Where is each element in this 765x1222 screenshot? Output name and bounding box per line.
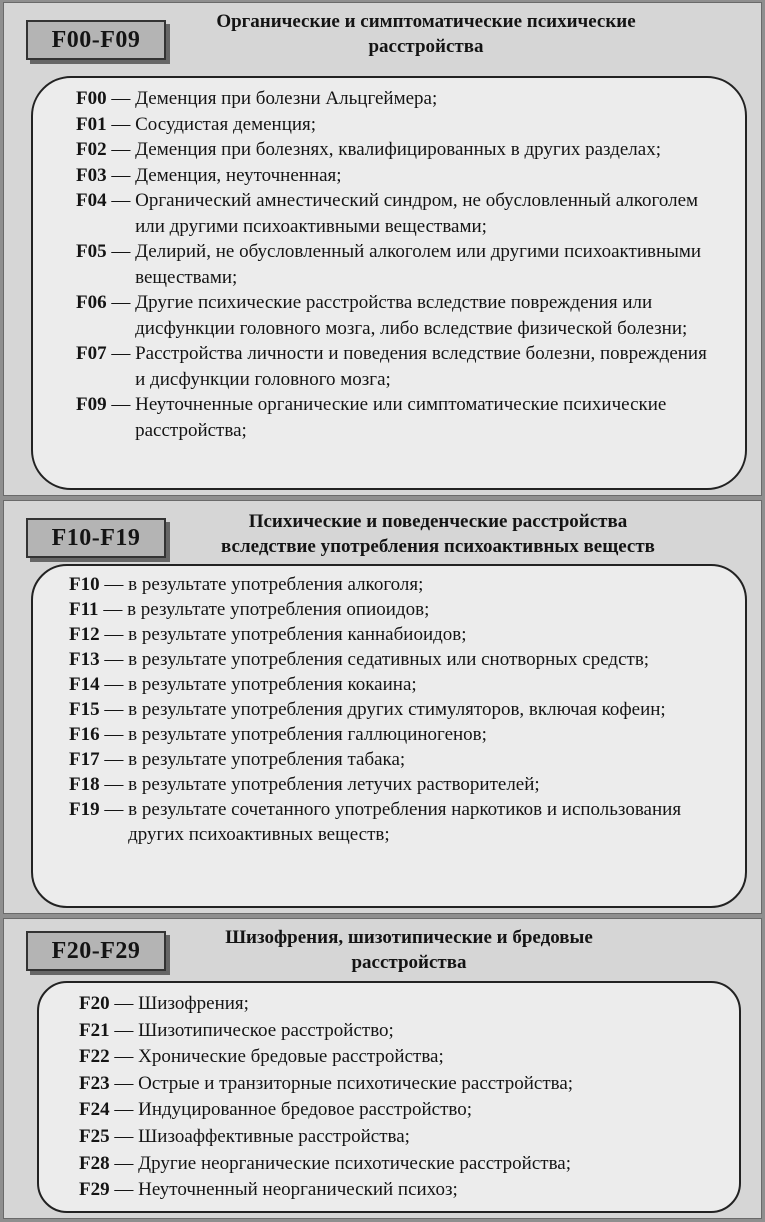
list-item xyxy=(69,572,729,597)
item-dash: — xyxy=(106,113,136,135)
item-code: F15 xyxy=(69,699,100,720)
item-dash: — xyxy=(99,774,129,795)
item-code: F19 xyxy=(69,799,100,820)
list-item xyxy=(79,1124,719,1151)
item-text: в результате употребления седативных или снотворных средств; xyxy=(128,649,650,670)
item-text: Другие психические расстройства вследствие повреждения или дисфункции головного мозга, либо вследствие физической болезни; xyxy=(135,292,688,339)
list-item xyxy=(69,797,729,847)
section-heading-line: Психические и поведенческие расстройства xyxy=(248,511,628,532)
list-item xyxy=(69,772,729,797)
item-dash: — xyxy=(99,749,129,770)
item-code: F18 xyxy=(69,774,100,795)
item-dash: — xyxy=(98,599,128,620)
list-item xyxy=(79,1071,719,1098)
section-heading-line: Шизофрения, шизотипические и бредовые xyxy=(225,927,593,948)
list-item xyxy=(76,188,716,239)
item-dash: — xyxy=(99,649,129,670)
section-heading xyxy=(174,925,644,975)
item-dash: — xyxy=(106,292,136,313)
item-dash: — xyxy=(109,1046,139,1068)
item-code: F12 xyxy=(69,624,100,645)
list-item xyxy=(76,239,716,290)
item-dash: — xyxy=(106,394,136,415)
item-text: Индуцированное бредовое расстройство; xyxy=(138,1099,473,1121)
item-dash: — xyxy=(106,139,136,160)
section-heading-line: вследствие употребления психоактивных веществ xyxy=(221,536,655,557)
item-code: F09 xyxy=(76,394,107,415)
item-text: Шизоаффективные расстройства; xyxy=(138,1125,410,1147)
item-text: Острые и транзиторные психотические расстройства; xyxy=(138,1072,574,1094)
list-item xyxy=(79,1018,719,1045)
item-text: Деменция при болезни Альцгеймера; xyxy=(135,88,438,109)
item-dash: — xyxy=(106,343,136,364)
list-item xyxy=(79,1177,719,1204)
list-item xyxy=(69,672,729,697)
list-item xyxy=(69,747,729,772)
list-item xyxy=(76,392,716,443)
list-item xyxy=(79,1151,719,1178)
item-text: в результате употребления кокаина; xyxy=(128,674,417,695)
item-text: Деменция при болезнях, квалифицированных в других разделах; xyxy=(135,139,662,160)
item-text: Расстройства личности и поведения вследствие болезни, повреждения и дисфункции головного мозга; xyxy=(135,343,707,390)
item-text: в результате сочетанного употребления наркотиков и использования других психоактивных веществ; xyxy=(128,799,682,845)
code-list xyxy=(69,572,729,847)
item-text: в результате употребления табака; xyxy=(128,749,406,770)
code-list xyxy=(76,86,716,443)
section-f10-f19 xyxy=(3,500,762,914)
item-dash: — xyxy=(99,674,129,695)
item-dash: — xyxy=(109,993,139,1014)
list-item xyxy=(69,647,729,672)
item-dash: — xyxy=(106,241,136,262)
item-code: F02 xyxy=(76,139,107,160)
item-code: F22 xyxy=(79,1046,110,1068)
item-text: Шизофрения; xyxy=(138,993,249,1014)
list-item xyxy=(69,697,729,722)
item-code: F01 xyxy=(76,113,107,135)
list-item xyxy=(76,341,716,392)
item-code: F25 xyxy=(79,1125,110,1147)
list-item xyxy=(76,112,716,138)
item-dash: — xyxy=(109,1152,139,1174)
section-code-tab: F10-F19 xyxy=(26,518,166,558)
item-text: Органический амнестический синдром, не обусловленный алкоголем или другими психоактивными веществами; xyxy=(135,190,699,237)
item-dash: — xyxy=(99,699,129,720)
item-dash: — xyxy=(99,624,129,645)
item-code: F24 xyxy=(79,1099,110,1121)
item-text: Неуточненный неорганический психоз; xyxy=(138,1179,458,1201)
item-text: в результате употребления галлюциногенов; xyxy=(128,724,487,745)
section-heading-line: расстройства xyxy=(368,36,484,57)
item-code: F11 xyxy=(69,599,99,620)
code-list xyxy=(79,991,719,1204)
list-item xyxy=(69,622,729,647)
item-dash: — xyxy=(109,1099,139,1121)
list-item xyxy=(76,137,716,163)
section-heading-line: расстройства xyxy=(351,952,467,973)
item-text: в результате употребления летучих растворителей; xyxy=(128,774,540,795)
item-dash: — xyxy=(106,164,136,186)
item-text: в результате употребления опиоидов; xyxy=(127,599,430,620)
item-dash: — xyxy=(109,1179,139,1201)
item-code: F13 xyxy=(69,649,100,670)
item-text: Деменция, неуточненная; xyxy=(135,164,342,186)
item-code: F06 xyxy=(76,292,107,313)
item-text: в результате употребления алкоголя; xyxy=(128,574,424,595)
list-item xyxy=(76,163,716,189)
section-box xyxy=(31,564,747,908)
section-heading xyxy=(176,509,700,559)
item-text: Хронические бредовые расстройства; xyxy=(138,1046,444,1068)
section-box xyxy=(37,981,741,1213)
item-code: F16 xyxy=(69,724,100,745)
item-code: F28 xyxy=(79,1152,110,1174)
item-code: F17 xyxy=(69,749,100,770)
item-dash: — xyxy=(109,1072,139,1094)
item-code: F14 xyxy=(69,674,100,695)
item-text: в результате употребления других стимуляторов, включая кофеин; xyxy=(128,699,666,720)
section-heading-line: Органические и симптоматические психические xyxy=(216,11,636,32)
item-code: F21 xyxy=(79,1019,110,1041)
item-dash: — xyxy=(109,1019,139,1041)
list-item xyxy=(69,722,729,747)
section-heading xyxy=(180,9,672,59)
item-dash: — xyxy=(109,1125,139,1147)
item-dash: — xyxy=(99,724,129,745)
item-dash: — xyxy=(106,190,136,211)
list-item xyxy=(79,991,719,1018)
item-code: F10 xyxy=(69,574,100,595)
list-item xyxy=(76,86,716,112)
item-code: F00 xyxy=(76,88,107,109)
list-item xyxy=(79,1044,719,1071)
item-dash: — xyxy=(99,574,129,595)
list-item xyxy=(69,597,729,622)
item-code: F20 xyxy=(79,993,110,1014)
item-code: F03 xyxy=(76,164,107,186)
item-text: Шизотипическое расстройство; xyxy=(138,1019,394,1041)
item-code: F04 xyxy=(76,190,107,211)
list-item xyxy=(76,290,716,341)
section-f20-f29 xyxy=(3,918,762,1219)
item-text: Неуточненные органические или симптоматические психические расстройства; xyxy=(135,394,667,441)
item-code: F23 xyxy=(79,1072,110,1094)
section-code-tab: F00-F09 xyxy=(26,20,166,60)
item-dash: — xyxy=(106,88,136,109)
item-dash: — xyxy=(99,799,129,820)
list-item xyxy=(79,1097,719,1124)
item-code: F07 xyxy=(76,343,107,364)
section-box xyxy=(31,76,747,490)
item-text: Делирий, не обусловленный алкоголем или другими психоактивными веществами; xyxy=(135,241,702,288)
item-text: Другие неорганические психотические расстройства; xyxy=(138,1152,572,1174)
section-f00-f09 xyxy=(3,2,762,496)
section-code-tab: F20-F29 xyxy=(26,931,166,971)
item-text: Сосудистая деменция; xyxy=(135,113,317,135)
item-code: F05 xyxy=(76,241,107,262)
item-code: F29 xyxy=(79,1179,110,1201)
item-text: в результате употребления каннабиоидов; xyxy=(128,624,467,645)
